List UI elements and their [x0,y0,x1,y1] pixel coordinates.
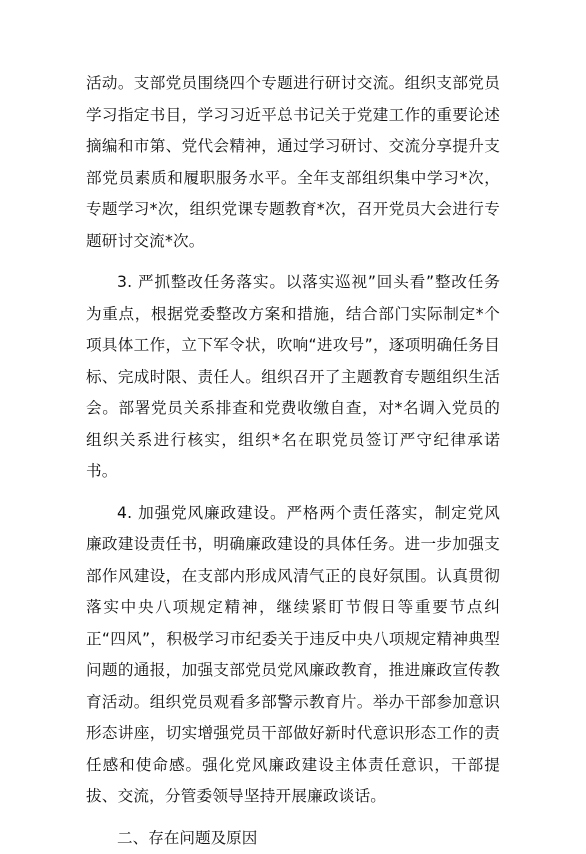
section-heading: 二、存在问题及原因 [86,823,500,854]
paragraph-spacer [86,257,500,267]
paragraph-spacer [86,813,500,823]
paragraph-study-activities: 活动。支部党员围绕四个专题进行研讨交流。组织支部党员学习指定书目，学习习近平总书记关于党建工作的重要论述摘编和市第、党代会精神，通过学习研讨、交流分享提升支部党员素质和履职服务水平。全年支部组织集中学习*次，专题学习*次，组织党课专题教育*次，召开党员大会进行专题研讨交流*次。 [86,68,500,257]
paragraph-spacer [86,488,500,498]
document-body [86,68,500,854]
paragraph-integrity: 4. 加强党风廉政建设。严格两个责任落实，制定党风廉政建设责任书，明确廉政建设的具体任务。进一步加强支部作风建设，在支部内形成风清气正的良好氛围。认真贯彻落实中央八项规定精神，继续紧盯节假日等重要节点纠正“四风”，积极学习市纪委关于违反中央八项规定精神典型问题的通报，加强支部党员党风廉政教育，推进廉政宣传教育活动。组织党员观看多部警示教育片。举办干部参加意识形态讲座，切实增强党员干部做好新时代意识形态工作的责任感和使命感。强化党风廉政建设主体责任意识，干部提拔、交流，分管委领导坚持开展廉政谈话。 [86,498,500,813]
paragraph-rectification: 3. 严抓整改任务落实。以落实巡视”回头看”整改任务为重点，根据党委整改方案和措施，结合部门实际制定*个项具体工作，立下军令状，吹响“进攻号”，逐项明确任务目标、完成时限、责任人。组织召开了主题教育专题组织生活会。部署党员关系排查和党费收缴自查，对*名调入党员的组织关系进行核实，组织*名在职党员签订严守纪律承诺书。 [86,267,500,488]
